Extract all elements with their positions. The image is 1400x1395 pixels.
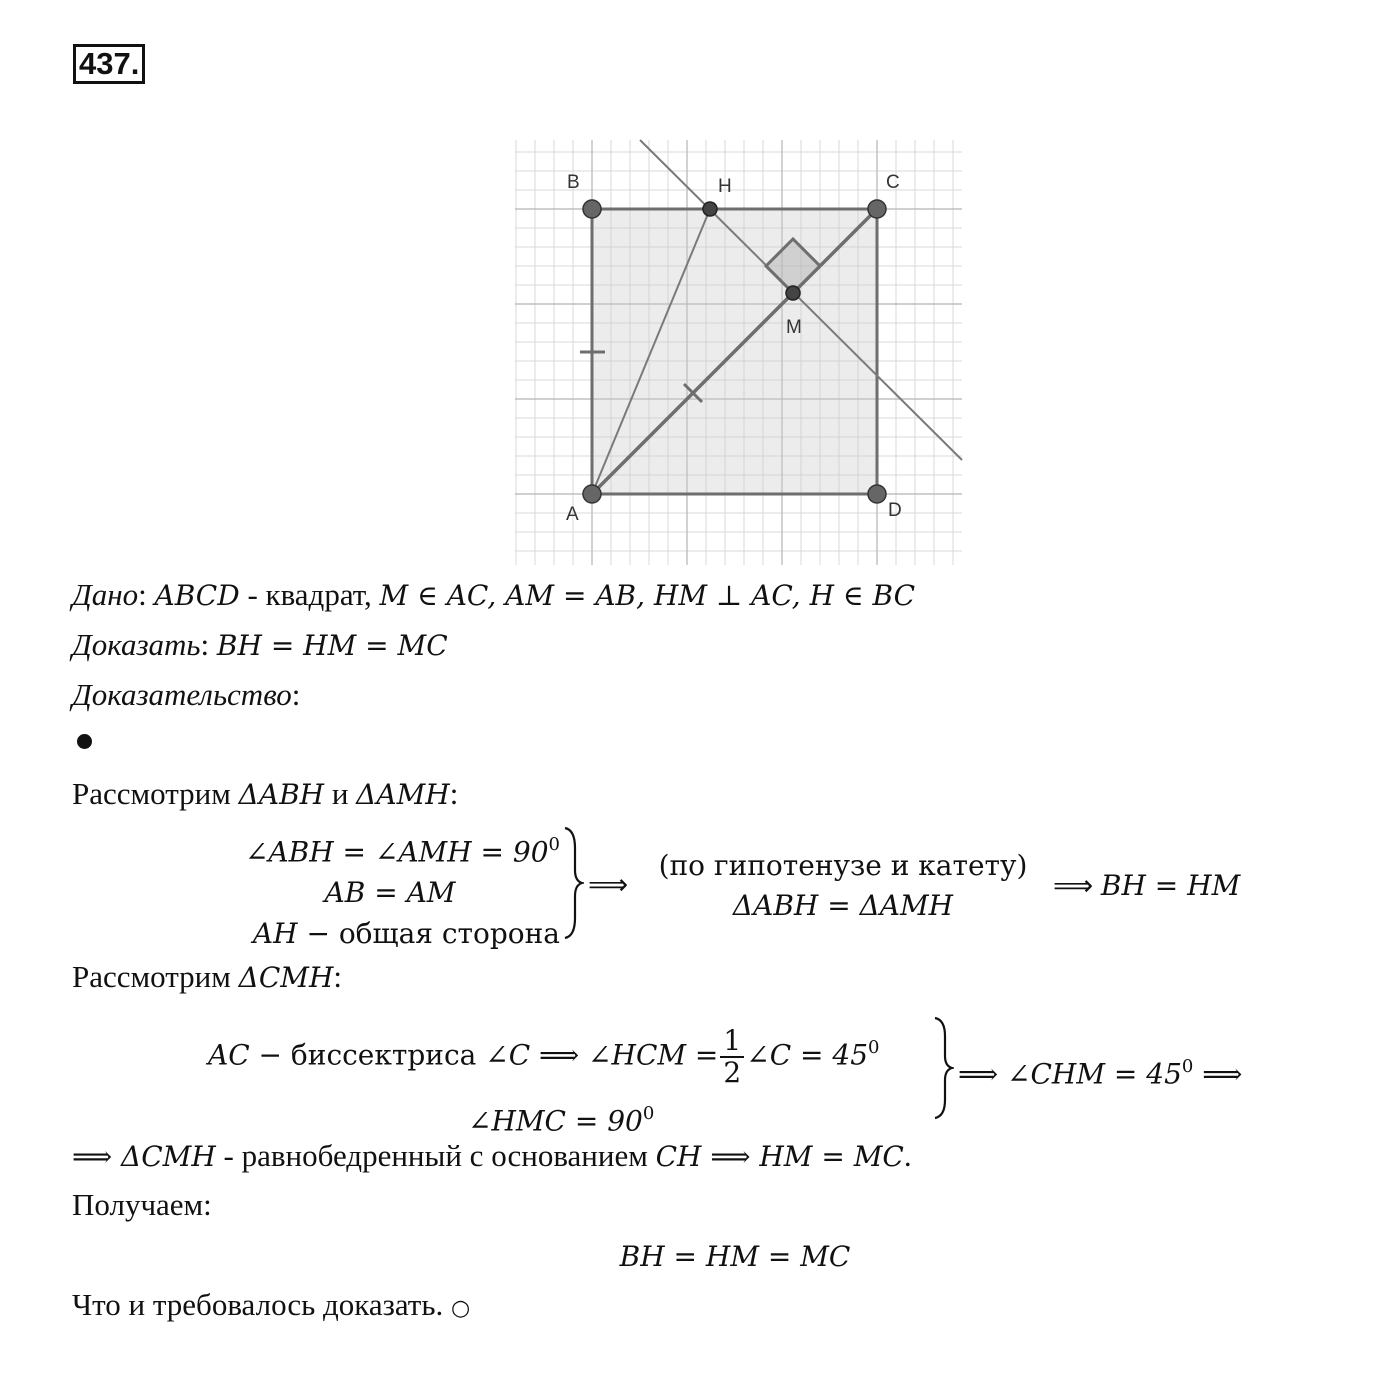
given-line	[72, 575, 915, 616]
proof-line	[72, 675, 300, 715]
label-a: A	[566, 504, 579, 525]
point-h	[703, 202, 717, 216]
prove-label: Доказать	[72, 627, 201, 662]
proof-colon: :	[291, 677, 301, 712]
step1-reason-block	[638, 846, 1048, 926]
label-d: D	[888, 500, 902, 521]
step1-intro	[72, 774, 458, 815]
qed-line	[72, 1285, 470, 1329]
label-h: H	[718, 176, 732, 197]
label-m: M	[786, 317, 802, 338]
step1-conditions	[200, 825, 560, 954]
step1-cond1: ∠ABH = ∠AMH = $90^0$	[244, 834, 560, 869]
step2-implies: ⟹ ∠CHM = $45^0$ ⟹	[958, 1056, 1243, 1091]
step1-result-block	[1053, 865, 1240, 906]
qed-symbol: ○	[451, 1296, 471, 1321]
step1-result: BH = HM	[1100, 869, 1241, 902]
step1-colon: :	[449, 776, 459, 811]
step2-line1: AC − биссектриса ∠C ⟹ ∠HCM = $\frac{1}{2}$ ∠C = $45^0$	[208, 1024, 880, 1090]
prove-colon: :	[200, 627, 210, 662]
step1-implies2: ⟹	[1053, 869, 1094, 902]
proof-label: Доказательство	[72, 677, 292, 712]
step1-reason: (по гипотенузе и катету)	[658, 849, 1028, 882]
prove-math: BH = HM = MC	[216, 629, 448, 662]
step1-conclusion: ΔABH = ΔAMH	[732, 889, 954, 922]
given-math-conditions: M ∈ AC, AM = AB, HM ⊥ AC, H ∈ BC	[379, 579, 916, 612]
bullet-point	[77, 734, 92, 749]
step2-brace	[932, 1016, 954, 1120]
label-b: B	[567, 172, 580, 193]
step1-triangle-abh: ΔABH	[238, 778, 325, 811]
fraction-one-half: $\frac{1}{2}$	[720, 1026, 744, 1088]
step1-intro-text: Рассмотрим	[72, 776, 239, 811]
given-text: - квадрат,	[239, 577, 380, 612]
point-m	[786, 286, 800, 300]
step3-line: ⟹ ΔCMH - равнобедренный с основанием CH ⟹ HM = MC.	[72, 1138, 912, 1173]
square-figure	[500, 130, 970, 570]
prove-line	[72, 625, 448, 666]
step2-line2: ∠HMC = $90^0$	[468, 1103, 655, 1138]
step1-brace	[562, 826, 584, 940]
point-c	[868, 200, 886, 218]
step2-intro	[72, 957, 342, 998]
point-b	[583, 200, 601, 218]
point-d	[868, 485, 886, 503]
given-math-abcd: ABCD	[154, 579, 240, 612]
step1-and: и	[324, 776, 357, 811]
get-label: Получаем:	[72, 1187, 212, 1222]
step2-colon: :	[333, 959, 342, 994]
qed-text: Что и требовалось доказать.	[72, 1287, 444, 1322]
given-label: Дано	[72, 577, 139, 612]
label-c: C	[886, 172, 900, 193]
final-result: BH = HM = MC	[619, 1240, 851, 1273]
given-colon: :	[138, 577, 147, 612]
step2-triangle-cmh: ΔCMH	[238, 961, 334, 994]
step1-triangle-amh: ΔAMH	[356, 778, 450, 811]
step2-intro-text: Рассмотрим	[72, 959, 239, 994]
problem-number: 437.	[73, 44, 145, 84]
step1-cond2: AB = AM	[324, 876, 456, 910]
point-a	[583, 485, 601, 503]
step1-implies1: ⟹	[588, 868, 629, 901]
step1-cond3: AH − общая сторона	[252, 917, 560, 951]
